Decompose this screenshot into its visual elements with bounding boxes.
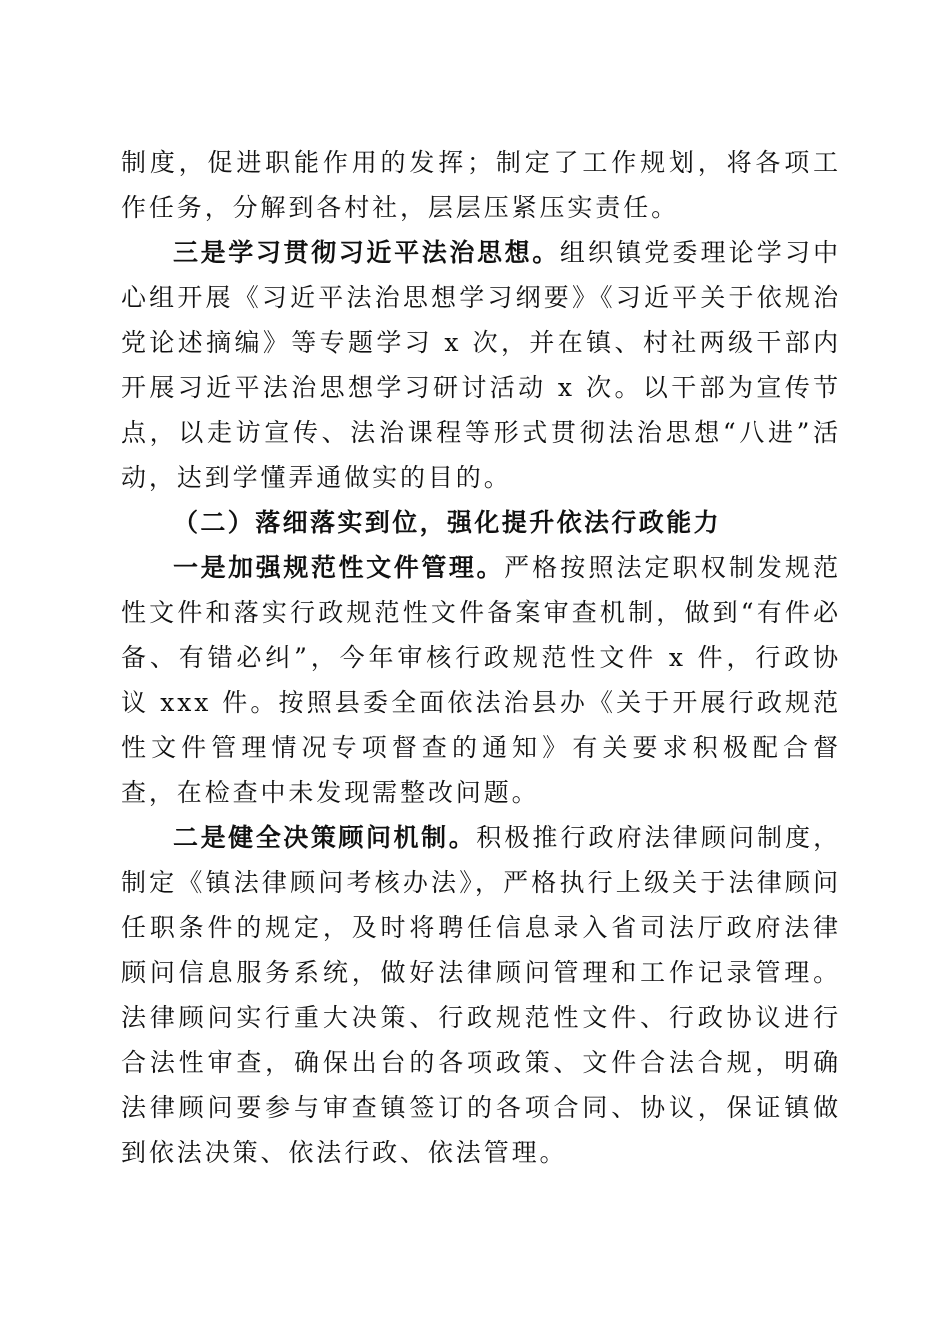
paragraph-text: 积极推行政府法律顾问制度，制定《镇法律顾问考核办法》，严格执行上级关于法律顾问任职条件的规定，及时将聘任信息录入省司法厅政府法律顾问信息服务系统，做好法律顾问管理和工作记录管理。法律顾问实行重大决策、行政规范性文件、行政协议进行合法性审查，确保出台的各项政策、文件合法合规，明确法律顾问要参与审查镇签订的各项合同、协议，保证镇做到依法决策、依法行政、依法管理。: [121, 823, 841, 1167]
paragraph-lead: 三是学习贯彻习近平法治思想。: [173, 238, 560, 267]
paragraph-text: 严格按照法定职权制发规范性文件和落实行政规范性文件备案审查机制，做到“有件必备、有错必纠”，今年审核行政规范性文件 x 件，行政协议 xxx 件。按照县委全面依法治县办《关于开展行政规范性文件管理情况专项督查的通知》有关要求积极配合督查，在检查中未发现需整改问题。: [121, 553, 841, 807]
document-body: [121, 140, 841, 1175]
section-heading: （二）落细落实到位，强化提升依法行政能力: [173, 508, 722, 537]
paragraph-lead: 二是健全决策顾问机制。: [173, 823, 477, 852]
paragraph-lead: 一是加强规范性文件管理。: [173, 553, 505, 582]
paragraph-legal-advisor: [121, 815, 841, 1175]
paragraph-continued: [121, 140, 841, 230]
paragraph-text: 组织镇党委理论学习中心组开展《习近平法治思想学习纲要》《习近平关于依规治党论述摘编》等专题学习 x 次，并在镇、村社两级干部内开展习近平法治思想学习研讨活动 x 次。以干部为宣传节点，以走访宣传、法治课程等形式贯彻法治思想“八进”活动，达到学懂弄通做实的目的。: [121, 238, 841, 492]
paragraph-normative-docs: [121, 545, 841, 815]
paragraph-text: 制度，促进职能作用的发挥；制定了工作规划，将各项工作任务，分解到各村社，层层压紧压实责任。: [121, 148, 841, 222]
paragraph-study-thought: [121, 230, 841, 500]
